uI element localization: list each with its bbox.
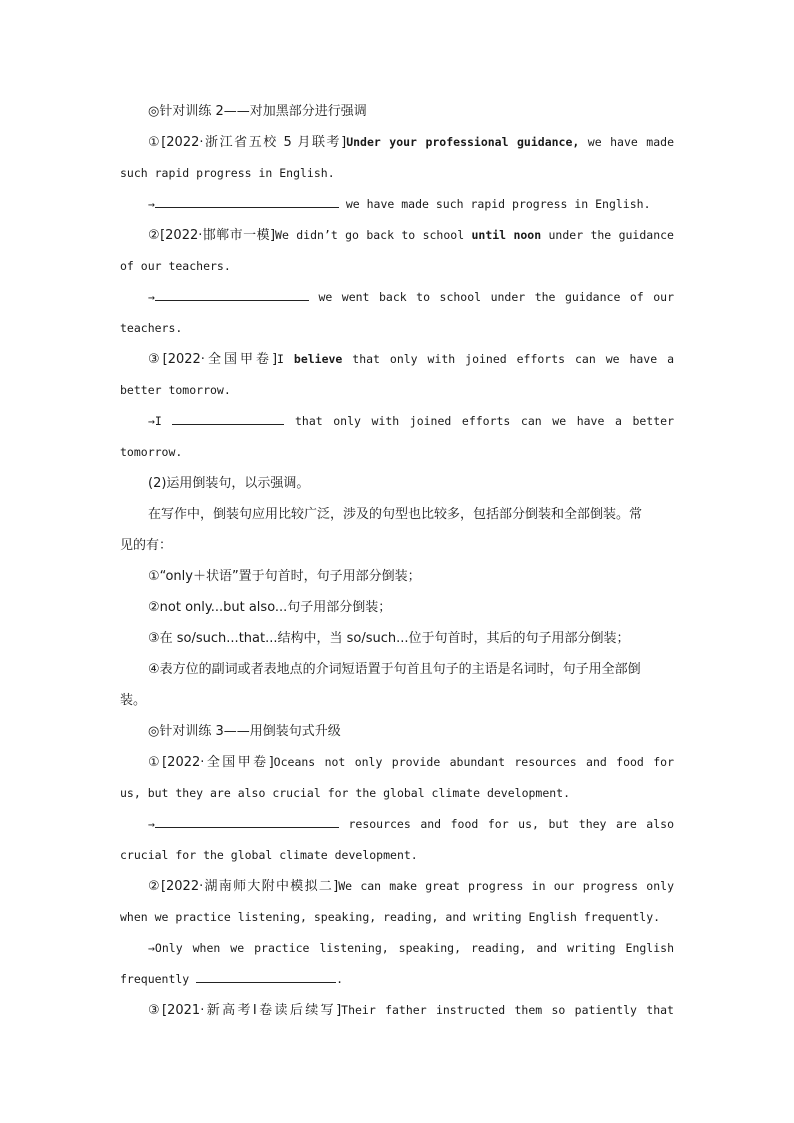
exercise-2-2-question — [120, 220, 674, 251]
document-page — [120, 96, 674, 1026]
exercise-3-1-question-cont: us, but they are also crucial for the global climate development. — [120, 786, 571, 800]
exercise-2-1-answer — [120, 189, 674, 220]
exercise-2-2-answer-cont: teachers. — [120, 321, 183, 335]
question-text: under the guidance — [541, 228, 674, 242]
exercise-3-3-question — [120, 995, 674, 1026]
bold-emphasis: believe — [293, 352, 343, 366]
answer-blank[interactable] — [155, 288, 309, 301]
rule-item-4-cont: 装。 — [120, 693, 147, 708]
answer-text: frequently — [120, 972, 197, 986]
answer-blank[interactable] — [155, 815, 339, 828]
exercise-source: ③[2022·全国甲卷] — [148, 352, 278, 367]
arrow-icon: → — [148, 290, 155, 304]
exercise-3-1-answer — [120, 809, 674, 840]
exercise-3-2-answer: →Only when we practice listening, speaking, reading, and writing English — [148, 941, 674, 955]
exercise-2-2-question-cont: of our teachers. — [120, 259, 231, 273]
question-text: I — [277, 352, 294, 366]
exercise-2-1-question-cont: such rapid progress in English. — [120, 166, 335, 180]
exercise-2-3-answer-cont: tomorrow. — [120, 445, 183, 459]
rule-item-4: ④表方位的副词或者表地点的介词短语置于句首且句子的主语是名词时，句子用全部倒 — [148, 662, 641, 677]
answer-text: resources and food for us, but they are also — [338, 817, 674, 831]
exercise-3-2-question-cont: when we practice listening, speaking, reading, and writing English frequently. — [120, 910, 661, 924]
exercise-2-3-question — [120, 344, 674, 375]
exercise-3-2-answer-cont — [120, 964, 674, 995]
rule-item-1: ①“only＋状语”置于句首时，句子用部分倒装； — [148, 569, 421, 584]
section-heading-train3: ◎针对训练 3——用倒装句式升级 — [148, 724, 341, 739]
exercise-2-3-question-cont: better tomorrow. — [120, 383, 231, 397]
intro-paragraph: 在写作中，倒装句应用比较广泛，涉及的句型也比较多，包括部分倒装和全部倒装。常 — [148, 507, 643, 522]
exercise-3-1-question — [120, 747, 674, 778]
exercise-source: ①[2022·浙江省五校 5 月联考] — [148, 135, 347, 150]
subsection-heading-inversion: (2)运用倒装句，以示强调。 — [148, 476, 310, 491]
exercise-2-2-answer — [120, 282, 674, 313]
question-text: we have made — [579, 135, 674, 149]
question-text: that only with joined efforts can we have a — [342, 352, 674, 366]
exercise-source: ②[2022·湖南师大附中模拟二] — [148, 879, 339, 894]
arrow-icon: → — [148, 197, 155, 211]
rule-item-3: ③在 so/such...that...结构中，当 so/such...位于句首时，其后的句子用部分倒装； — [148, 631, 630, 646]
answer-blank[interactable] — [155, 195, 339, 208]
exercise-source: ①[2022·全国甲卷] — [148, 755, 274, 770]
question-text: Oceans not only provide abundant resources and food for — [273, 755, 674, 769]
answer-text: we have made such rapid progress in English. — [338, 197, 651, 211]
bold-emphasis: until noon — [471, 228, 542, 242]
intro-paragraph-cont: 见的有： — [120, 538, 173, 553]
arrow-icon: → — [148, 817, 155, 831]
rule-item-2: ②not only...but also...句子用部分倒装； — [148, 600, 392, 615]
exercise-source: ②[2022·邯郸市一模] — [148, 228, 276, 243]
question-text: Their father instructed them so patiently that — [341, 1003, 674, 1017]
exercise-2-3-answer — [120, 406, 674, 437]
exercise-3-1-answer-cont: crucial for the global climate development. — [120, 848, 418, 862]
exercise-source: ③[2021·新高考Ⅰ卷读后续写] — [148, 1003, 342, 1018]
bold-emphasis: Under your professional guidance, — [346, 135, 580, 149]
section-heading-train2: ◎针对训练 2——对加黑部分进行强调 — [148, 104, 367, 119]
exercise-3-2-question — [120, 871, 674, 902]
answer-text: . — [336, 972, 344, 986]
question-text: We didn’t go back to school — [275, 228, 472, 242]
arrow-icon: →I — [148, 414, 173, 428]
exercise-2-1-question — [120, 127, 674, 158]
answer-blank[interactable] — [196, 970, 336, 983]
answer-text: we went back to school under the guidance of our — [308, 290, 674, 304]
answer-text: that only with joined efforts can we have a better — [284, 414, 674, 428]
answer-blank[interactable] — [172, 412, 284, 425]
question-text: We can make great progress in our progress only — [338, 879, 674, 893]
